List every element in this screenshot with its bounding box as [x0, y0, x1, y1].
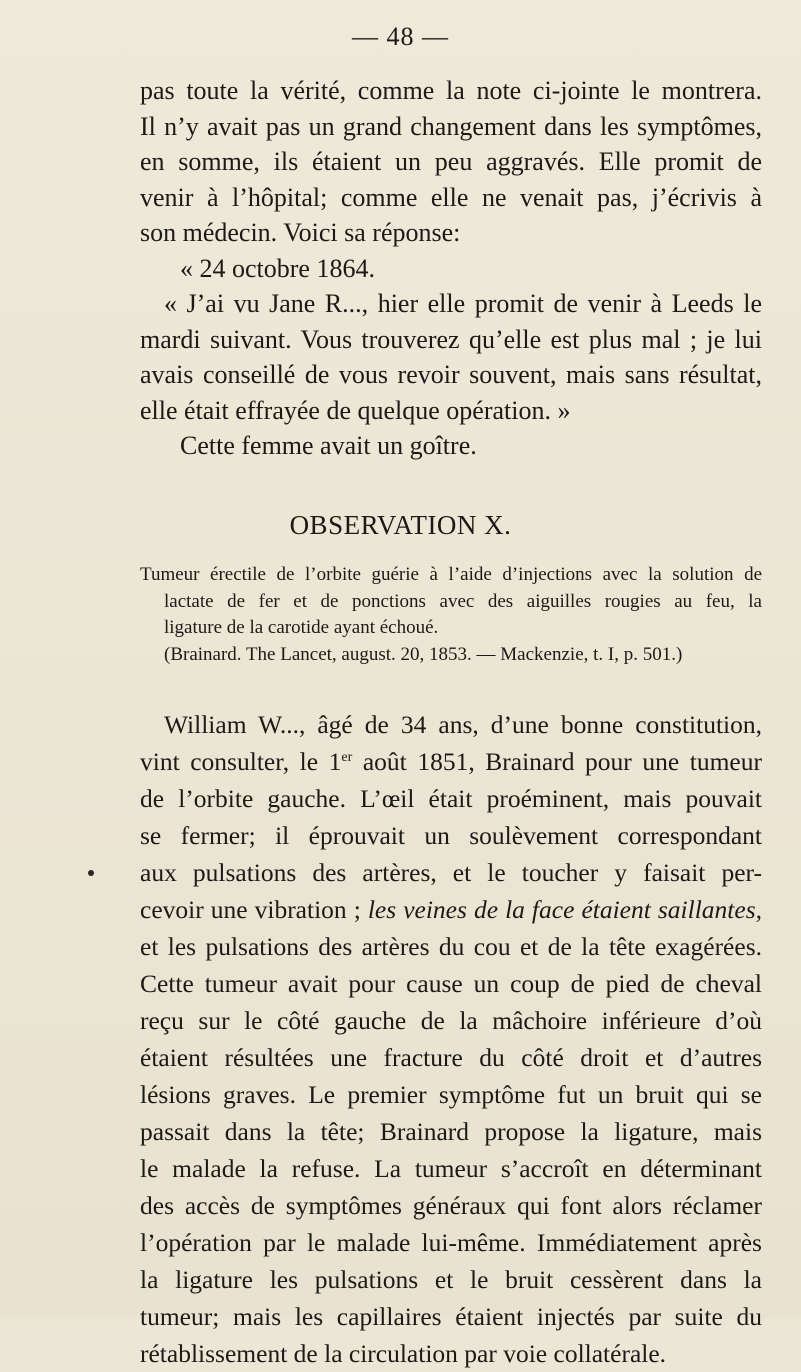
superscript: er [341, 750, 353, 765]
text-line: « J’ai vu Jane R..., hier elle promit de venir à Leeds le [164, 289, 762, 318]
text-line: lésions graves. Le premier symptôme fut un bruit qui se [140, 1080, 762, 1109]
margin-dot [88, 870, 94, 876]
text-line: rétablissement de la circulation par voie collatérale. [140, 1339, 667, 1368]
text-line: venir à l’hôpital; comme elle ne venait pas, j’écrivis à [140, 182, 762, 212]
text-fragment: cevoir une vibration ; [140, 895, 368, 924]
text-line: en somme, ils étaient un peu aggravés. Elle promit de [140, 147, 762, 176]
text-line: et les pulsations des artères du cou et de la tête exagérées. [140, 932, 762, 961]
text-line: son médecin. Voici sa réponse: [140, 218, 461, 247]
letter-date: « 24 octobre 1864. [180, 253, 375, 283]
page-number: — 48 — [352, 22, 449, 51]
citation-line: (Brainard. The Lancet, august. 20, 1853. — Mackenzie, t. I, p. 501.) [164, 643, 683, 665]
case-paragraph [140, 706, 762, 1372]
text-line: mardi suivant. Vous trouverez qu’elle est plus mal ; je lui [140, 324, 762, 354]
text-line: aux pulsations des artères, et le toucher y faisait per- [140, 858, 762, 887]
text-line: pas toute la vérité, comme la note ci-jointe le montrera. [140, 76, 762, 105]
text-line: tumeur; mais les capillaires étaient injectés par suite du [140, 1302, 762, 1331]
text-line: se fermer; il éprouvait un soulèvement correspondant [140, 821, 762, 850]
observation-heading: OBSERVATION X. [289, 510, 512, 540]
text-line: Cette tumeur avait pour cause un coup de pied de cheval [140, 969, 762, 998]
summary-line: ligature de la carotide ayant échoué. [164, 617, 439, 638]
text-line: Cette femme avait un goître. [180, 431, 477, 460]
text-line: de l’orbite gauche. L’œil était proéminent, mais pouvait [140, 784, 762, 813]
text-line: le malade la refuse. La tumeur s’accroît en déterminant [140, 1154, 762, 1183]
text-line: William W..., âgé de 34 ans, d’une bonne constitution, [164, 710, 762, 739]
text-line [140, 891, 762, 928]
italic-fragment: les veines de la face étaient saillantes, [367, 895, 763, 924]
text-line: avais conseillé de vous revoir souvent, mais sans résultat, [140, 360, 762, 389]
text-line: Il n’y avait pas un grand changement dans les symptômes, [140, 111, 762, 141]
summary-line: Tumeur érectile de l’orbite guérie à l’aide d’injections avec la solution de [140, 564, 762, 585]
text-fragment: vint consulter, le 1 [140, 747, 342, 776]
intro-paragraph [140, 73, 762, 464]
observation-summary [140, 562, 762, 668]
summary-line: lactate de fer et de ponctions avec des aiguilles rougies au feu, la [164, 590, 762, 612]
text-fragment: août 1851, Brainard pour une tumeur [352, 747, 762, 776]
text-line: passait dans la tête; Brainard propose la ligature, mais [140, 1117, 762, 1146]
text-line: l’opération par le malade lui-même. Immédiatement après [140, 1228, 762, 1257]
text-line: des accès de symptômes généraux qui font alors réclamer [140, 1191, 762, 1220]
text-line: elle était effrayée de quelque opération. » [140, 395, 571, 425]
text-line [140, 743, 762, 780]
text-line: la ligature les pulsations et le bruit cessèrent dans la [140, 1265, 762, 1294]
text-line: reçu sur le côté gauche de la mâchoire inférieure d’où [140, 1006, 762, 1035]
text-line: étaient résultées une fracture du côté droit et d’autres [140, 1043, 762, 1072]
